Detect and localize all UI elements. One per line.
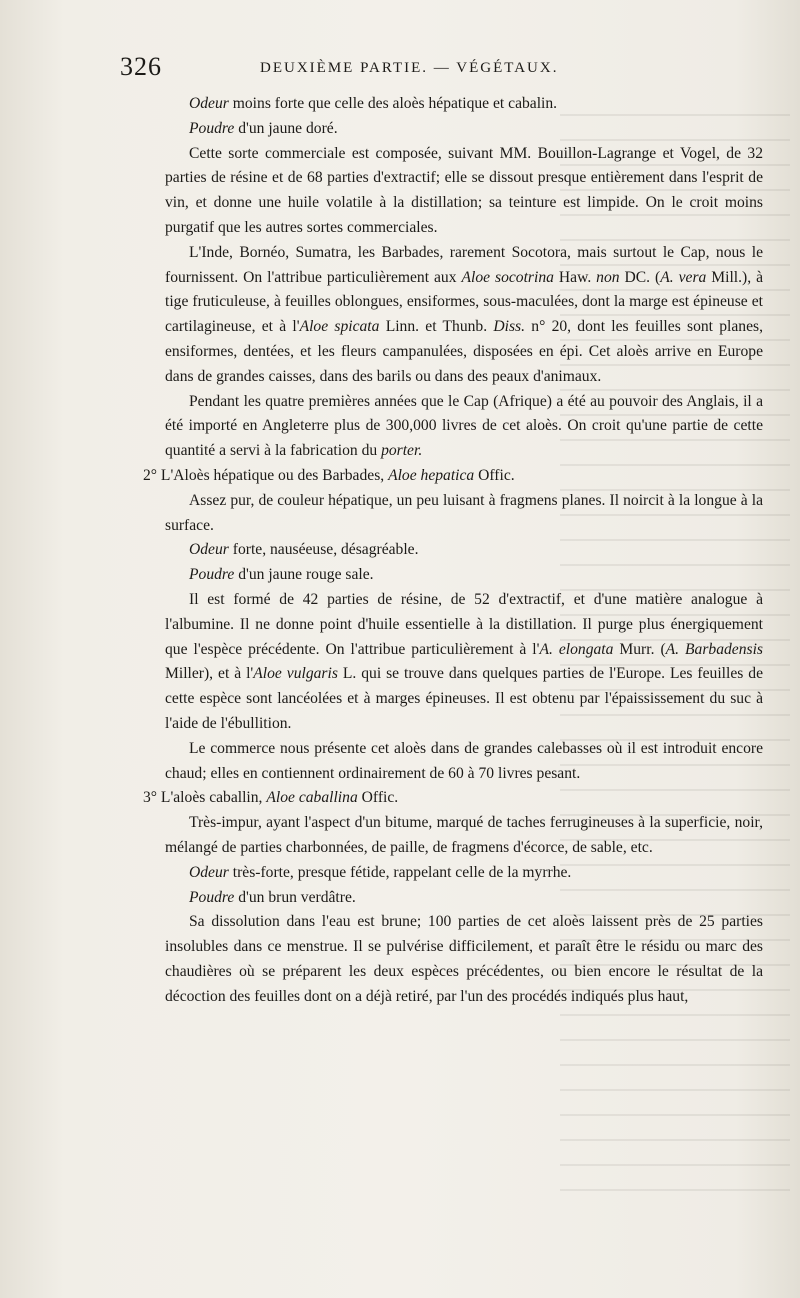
- paragraph: Sa dissolution dans l'eau est brune; 100 parties de cet aloès laissent près de 25 parties insolubles dans ce menstrue. Il se pulvérise difficilement, et paraît être le résidu ou marc des chaudières où se préparent les deux espèces précédentes, ou bien encore le résultat de la décoction des feuilles dont on a déjà retiré, par l'un des procédés indiqués plus haut,: [165, 913, 763, 1005]
- running-head: DEUXIÈME PARTIE. — VÉGÉTAUX.: [260, 60, 559, 76]
- paragraph: Odeur forte, nauséeuse, désagréable.: [189, 541, 419, 559]
- paragraph: Très-impur, ayant l'aspect d'un bitume, marqué de taches ferrugineuses à la superficie, noir, mélangé de parties charbonnées, de paille, de fragmens d'écorce, de sable, etc.: [165, 814, 763, 856]
- section-heading: 2° L'Aloès hépatique ou des Barbades, Aloe hepatica Offic.: [143, 466, 515, 484]
- page-number: 326: [120, 52, 162, 81]
- paragraph: Pendant les quatre premières années que le Cap (Afrique) a été au pouvoir des Anglais, il a été importé en Angleterre plus de 300,000 livres de cet aloès. On croit qu'une partie de cette quantité a servi à la fabrication du porter.: [165, 392, 763, 460]
- paragraph: Assez pur, de couleur hépatique, un peu luisant à fragmens planes. Il noircit à la longue à la surface.: [165, 491, 763, 534]
- paragraph: Poudre d'un jaune doré.: [189, 119, 338, 137]
- paragraph: Il est formé de 42 parties de résine, de 52 d'extractif, et d'une matière analogue à l'albumine. Il ne donne point d'huile essentielle à la distillation. Il purge plus énergiquement que l'espèce précédente. On l'attribue particulièrement à l'A. elongata Murr. (A. Barbadensis Miller), et à l'Aloe vulgaris L. qui se trouve dans quelques parties de l'Europe. Les feuilles de cette espèce sont lancéolées et à marges épineuses. Il est obtenu par l'épaississement du suc à l'aide de l'ébullition.: [165, 590, 763, 732]
- paragraph: Cette sorte commerciale est composée, suivant MM. Bouillon-Lagrange et Vogel, de 32 parties de résine et de 68 parties d'extractif; elle se dissout presque entièrement dans l'esprit de vin, et donne une huile volatile à la distillation; sa teinture est limpide. On le croit moins purgatif que les autres sortes commerciales.: [165, 144, 763, 236]
- paragraph: Odeur très-forte, presque fétide, rappelant celle de la myrrhe.: [189, 863, 572, 881]
- paragraph: Le commerce nous présente cet aloès dans de grandes calebasses où il est introduit encore chaud; elles en contiennent ordinairement de 60 à 70 livres pesant.: [165, 739, 763, 782]
- section-heading: 3° L'aloès caballin, Aloe caballina Offic.: [143, 789, 399, 807]
- page-header: [120, 52, 770, 88]
- page-body: [143, 92, 764, 1009]
- paragraph: Poudre d'un brun verdâtre.: [189, 888, 356, 906]
- paragraph: Odeur moins forte que celle des aloès hépatique et cabalin.: [189, 95, 558, 112]
- paragraph: Poudre d'un jaune rouge sale.: [189, 566, 374, 584]
- paragraph: L'Inde, Bornéo, Sumatra, les Barbades, rarement Socotora, mais surtout le Cap, nous le fournissent. On l'attribue particulièrement aux Aloe socotrina Haw. non DC. (A. vera Mill.), à tige fruticuleuse, à feuilles oblongues, ensiformes, sous-maculées, dont la marge est épineuse et cartilagineuse, et à l'Aloe spicata Linn. et Thunb. Diss. n° 20, dont les feuilles sont planes, ensiformes, dentées, et les fleurs campanulées, disposées en épi. Cet aloès arrive en Europe dans de grandes caisses, dans des barils ou dans des peaux d'animaux.: [165, 243, 764, 385]
